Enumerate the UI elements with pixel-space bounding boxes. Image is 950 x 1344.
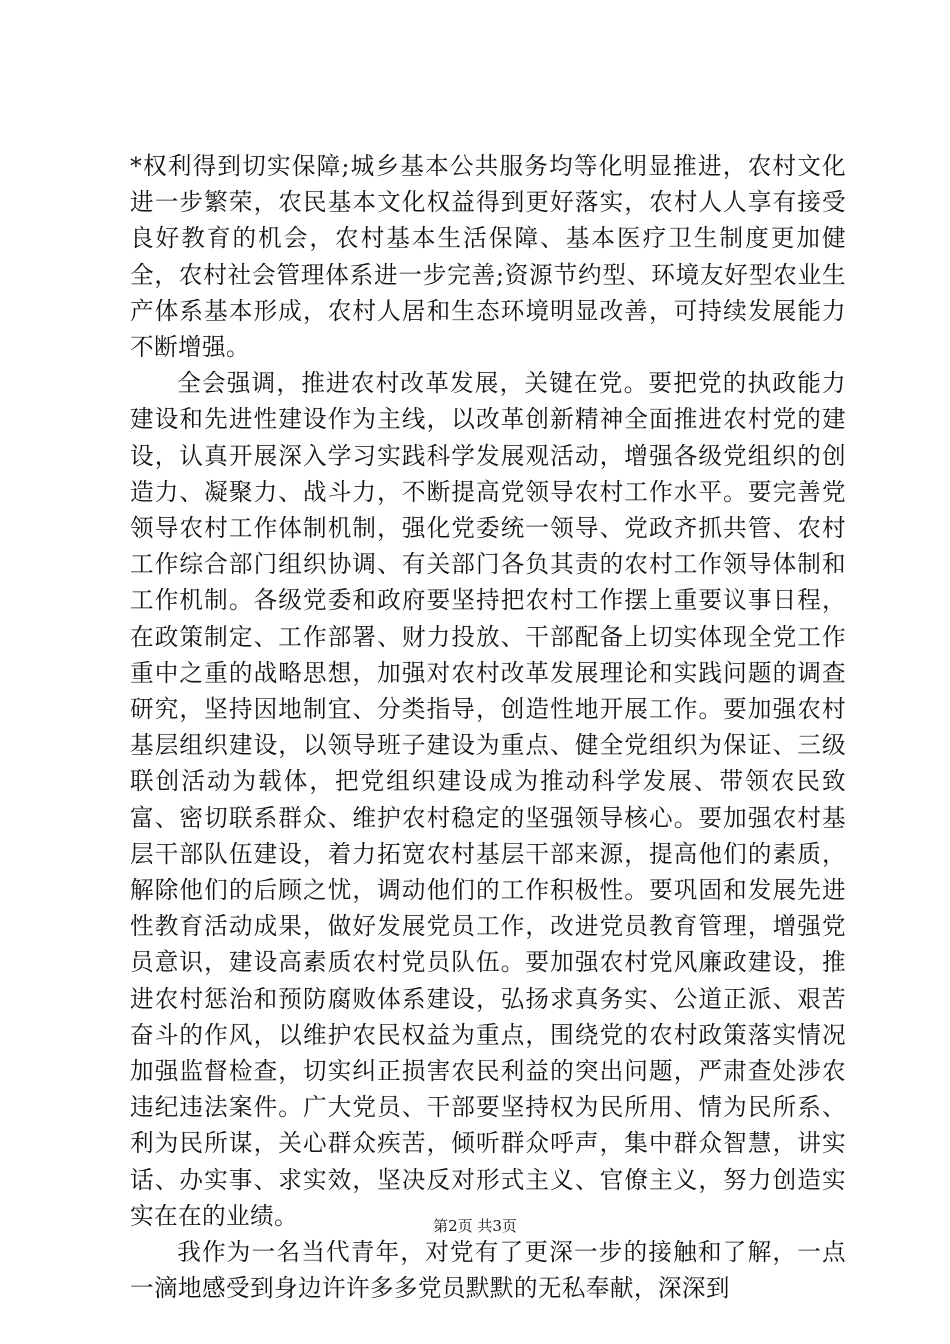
page-footer: 第2页 共3页 xyxy=(433,1217,517,1235)
document-body xyxy=(130,148,846,1307)
paragraph-3: 我作为一名当代青年，对党有了更深一步的接触和了解，一点一滴地感受到身边许许多多党员默默的无私奉献，深深到 xyxy=(130,1238,846,1303)
paragraph-1: *权利得到切实保障;城乡基本公共服务均等化明显推进，农村文化进一步繁荣，农民基本文化权益得到更好落实，农村人人享有接受良好教育的机会，农村基本生活保障、基本医疗卫生制度更加健全，农村社会管理体系进一步完善;资源节约型、环境友好型农业生产体系基本形成，农村人居和生态环境明显改善，可持续发展能力不断增强。 xyxy=(130,152,846,362)
paragraph-2: 全会强调，推进农村改革发展，关键在党。要把党的执政能力建设和先进性建设作为主线，以改革创新精神全面推进农村党的建设，认真开展深入学习实践科学发展观活动，增强各级党组织的创造力、凝聚力、战斗力，不断提高党领导农村工作水平。要完善党领导农村工作体制机制，强化党委统一领导、党政齐抓共管、农村工作综合部门组织协调、有关部门各负其责的农村工作领导体制和工作机制。各级党委和政府要坚持把农村工作摆上重要议事日程，在政策制定、工作部署、财力投放、干部配备上切实体现全党工作重中之重的战略思想，加强对农村改革发展理论和实践问题的调查研究，坚持因地制宜、分类指导，创造性地开展工作。要加强农村基层组织建设，以领导班子建设为重点、健全党组织为保证、三级联创活动为载体，把党组织建设成为推动科学发展、带领农民致富、密切联系群众、维护农村稳定的坚强领导核心。要加强农村基层干部队伍建设，着力拓宽农村基层干部来源，提高他们的素质，解除他们的后顾之忧，调动他们的工作积极性。要巩固和发展先进性教育活动成果，做好发展党员工作，改进党员教育管理，增强党员意识，建设高素质农村党员队伍。要加强农村党风廉政建设，推进农村惩治和预防腐败体系建设，弘扬求真务实、公道正派、艰苦奋斗的作风，以维护农民权益为重点，围绕党的农村政策落实情况加强监督检查，切实纠正损害农民利益的突出问题，严肃查处涉农违纪违法案件。广大党员、干部要坚持权为民所用、情为民所系、利为民所谋，关心群众疾苦，倾听群众呼声，集中群众智慧，讲实话、办实事、求实效，坚决反对形式主义、官僚主义，努力创造实实在在的业绩。 xyxy=(130,369,846,1230)
